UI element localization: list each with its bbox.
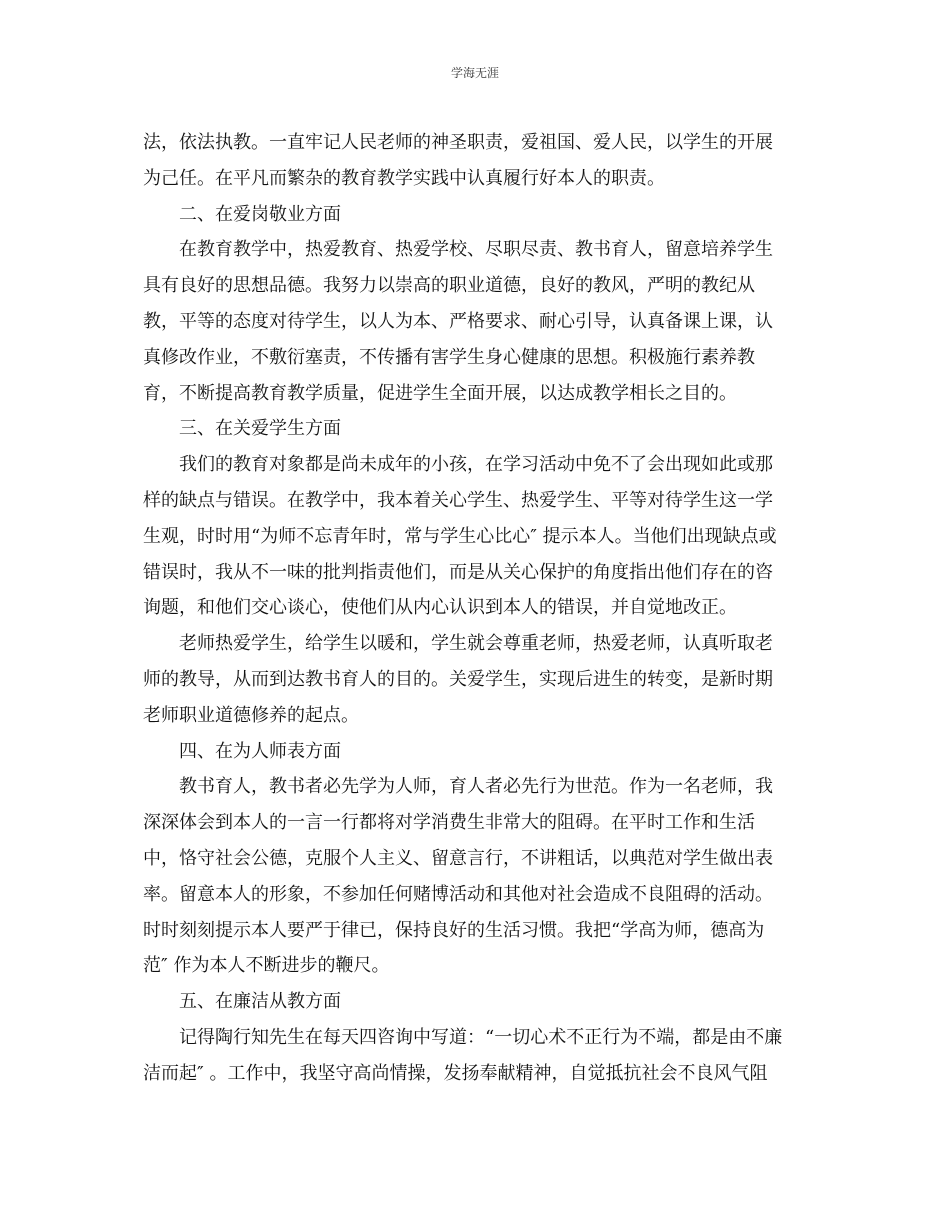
paragraph-line: 真修改作业，不敷衍塞责，不传播有害学生身心健康的思想。积极施行素养教 <box>143 346 755 368</box>
section-heading: 四、在为人师表方面 <box>179 740 341 762</box>
page-header: 学海无涯 <box>450 66 499 80</box>
paragraph-line: 在教育教学中，热爱教育、热爱学校、尽职尽责、教书育人，留意培养学生 <box>179 239 773 261</box>
paragraph-line: 师的教导，从而到达教书育人的目的。关爱学生，实现后进生的转变，是新时期 <box>143 668 773 690</box>
paragraph-line: 样的缺点与错误。在教学中，我本着关心学生、热爱学生、平等对待学生这一学 <box>143 489 773 511</box>
document-body <box>143 128 807 1095</box>
section-heading: 二、在爱岗敬业方面 <box>179 203 341 225</box>
paragraph-line: 育，不断提高教育教学质量，促进学生全面开展，以达成教学相长之目的。 <box>143 382 737 404</box>
paragraph-line: 老师热爱学生，给学生以暖和，学生就会尊重老师，热爱老师，认真听取老 <box>179 633 773 655</box>
section-heading: 三、在关爱学生方面 <box>179 418 341 440</box>
paragraph-line: 我们的教育对象都是尚未成年的小孩，在学习活动中免不了会出现如此或那 <box>179 454 773 476</box>
paragraph-line: 具有良好的思想品德。我努力以崇高的职业道德，良好的教风，严明的教纪从 <box>143 275 755 297</box>
paragraph-line: 时时刻刻提示本人要严于律已，保持良好的生活习惯。我把“学高为师，德高为 <box>143 919 765 941</box>
paragraph-line: 生观，时时用“为师不忘青年时，常与学生心比心″ 提示本人。当他们出现缺点或 <box>143 525 777 547</box>
paragraph-line: 询题，和他们交心谈心，使他们从内心认识到本人的错误，并自觉地改正。 <box>143 597 737 619</box>
section-heading: 五、在廉洁从教方面 <box>179 991 341 1013</box>
paragraph-line: 洁而起″ 。工作中，我坚守高尚情操，发扬奉献精神，自觉抵抗社会不良风气阻 <box>143 1062 768 1084</box>
paragraph-line: 范″ 作为本人不断进步的鞭尺。 <box>143 955 390 977</box>
paragraph-line: 记得陶行知先生在每天四咨询中写道：“一切心术不正行为不端，都是由不廉 <box>179 1026 783 1048</box>
paragraph-line: 率。留意本人的形象，不参加任何赌博活动和其他对社会造成不良阻碍的活动。 <box>143 883 773 905</box>
paragraph-line: 中，恪守社会公德，克服个人主义、留意言行，不讲粗话，以典范对学生做出表 <box>143 847 773 869</box>
paragraph-line: 法，依法执教。一直牢记人民老师的神圣职责，爱祖国、爱人民，以学生的开展 <box>143 132 773 153</box>
paragraph-line: 为己任。在平凡而繁杂的教育教学实践中认真履行好本人的职责。 <box>143 167 665 189</box>
paragraph-line: 教，平等的态度对待学生，以人为本、严格要求、耐心引导，认真备课上课，认 <box>143 310 773 332</box>
paragraph-line: 教书育人，教书者必先学为人师，育人者必先行为世范。作为一名老师，我 <box>179 776 773 798</box>
paragraph-line: 老师职业道德修养的起点。 <box>143 704 359 726</box>
paragraph-line: 深深体会到本人的一言一行都将对学消费生非常大的阻碍。在平时工作和生活 <box>143 812 755 834</box>
paragraph-line: 错误时，我从不一味的批判指责他们，而是从关心保护的角度指出他们存在的咨 <box>143 561 773 583</box>
